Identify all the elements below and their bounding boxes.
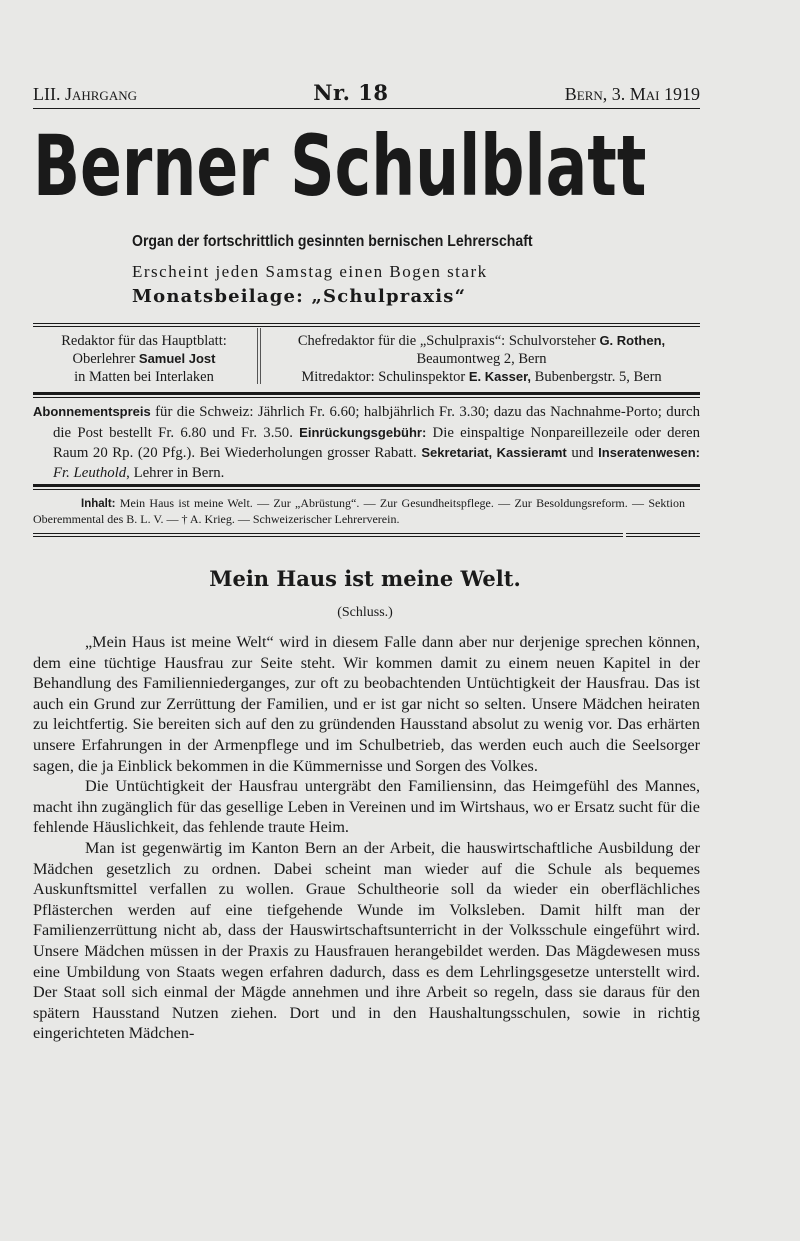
heavy-rule-2 xyxy=(33,484,700,487)
supplement-editors xyxy=(263,332,700,386)
article-body xyxy=(33,632,700,1044)
co-editor-address: Bubenbergstr. 5, Bern xyxy=(531,369,662,385)
place-date: Bern, 3. Mai 1919 xyxy=(564,84,700,104)
contents-list: Mein Haus ist meine Welt. — Zur „Abrüstung“. — Zur Gesundheitspflege. — Zur Besoldungsreform. — Sektion Oberemmental des B. L. V. — † A. Krieg. — Schweizerischer Lehrerverein. xyxy=(33,496,685,526)
editors-rule-top-2 xyxy=(33,326,700,327)
thin-rule-1 xyxy=(33,397,700,398)
contents-label: Inhalt: xyxy=(81,498,116,510)
issue-number: Nr. 18 xyxy=(313,80,389,105)
thin-rule-2 xyxy=(33,489,700,490)
frequency-line: Erscheint jeden Samstag einen Bogen stark xyxy=(132,262,488,281)
table-of-contents xyxy=(33,496,685,527)
article-paragraph: „Mein Haus ist meine Welt“ wird in diesem Falle dann aber nur derjenige sprechen können, dem eine tüchtige Hausfrau zur Seite steht. Wir kommen damit zu einem neuen Kapitel in der Behandlung des Familienniederganges, zur oft zu beobachtenden Untüchtigkeit der Hausfrau. Das ist auch ein Grund zur Zerrüttung der Familien, und er ist gar nicht so selten. Unsere Mädchen heiraten zu leichtfertig. Sie bereiten sich auf den zu gründenden Hausstand absolut zu wenig vor. Das erhärten unsere Erfahrungen in der Armenpflege und im Schulbetrieb, das werden euch auch die Seelsorger sagen, die ja Einblick bekommen in die Kümmernisse und Sorgen des Volkes. xyxy=(33,633,700,775)
co-editor-name: E. Kasser, xyxy=(468,369,532,384)
contact-role: , Lehrer in Bern. xyxy=(126,464,225,481)
organ-line: Organ der fortschrittlich gesinnten bernischen Lehrerschaft xyxy=(132,233,533,250)
volume-label: LII. Jahrgang xyxy=(33,84,137,104)
column-divider xyxy=(260,328,261,384)
main-editor-title: Oberlehrer xyxy=(72,351,139,367)
contact-name: Fr. Leuthold xyxy=(53,464,127,481)
contents-text xyxy=(33,496,685,527)
main-editor-role: Redaktor für das Hauptblatt: xyxy=(61,333,227,349)
subscription-price-label: Abonnementspreis xyxy=(33,404,151,419)
contents-rule-2 xyxy=(33,536,623,537)
column-divider xyxy=(257,328,258,384)
chief-editor-role: Chefredaktor für die „Schulpraxis“: Schulvorsteher xyxy=(297,333,600,349)
newspaper-title: Berner Schulblatt xyxy=(33,117,647,215)
supplement-line: Monatsbeilage: „Schulpraxis“ xyxy=(132,286,467,307)
insertion-fee-label: Einrückungsgebühr: xyxy=(299,424,427,440)
conjunction: und xyxy=(566,445,599,461)
contents-rule-3 xyxy=(626,533,700,534)
editors-rule-top-1 xyxy=(33,323,700,324)
contents-rule-1 xyxy=(33,533,623,534)
subscription-info xyxy=(33,402,700,483)
co-editor-role: Mitredaktor: Schulinspektor xyxy=(301,369,469,385)
insertion-fee-text: Die einspaltige Nonpareillezeile oder deren Raum 20 Rp. (20 Pfg.). Bei Wiederholungen grosser Rabatt. xyxy=(53,424,700,461)
main-editor-name-line xyxy=(33,350,255,368)
chief-editor-line xyxy=(263,332,700,350)
chief-editor-name: G. Rothen, xyxy=(599,333,666,348)
article-subtitle: (Schluss.) xyxy=(337,605,393,620)
subscription-price-text: für die Schweiz: Jährlich Fr. 6.60; halbjährlich Fr. 3.30; dazu das Nachnahme-Porto; durch die Post bestellt Fr. 6.80 und Fr. 3.50. xyxy=(53,404,700,441)
contents-rule-4 xyxy=(626,536,700,537)
main-editor-location: in Matten bei Interlaken xyxy=(74,369,214,385)
top-rule xyxy=(33,108,700,109)
article-title: Mein Haus ist meine Welt. xyxy=(209,566,521,591)
editors-block xyxy=(33,332,700,386)
chief-editor-address: Beaumontweg 2, Bern xyxy=(416,351,547,367)
main-editor-name: Samuel Jost xyxy=(138,351,216,366)
co-editor-line xyxy=(263,368,700,386)
main-editor xyxy=(33,332,255,386)
heavy-rule-1 xyxy=(33,392,700,395)
masthead-info-line xyxy=(33,80,700,104)
secretariat-label: Sekretariat, Kassieramt xyxy=(421,445,567,460)
advertising-label: Inseratenwesen: xyxy=(598,445,701,460)
article-paragraph: Man ist gegenwärtig im Kanton Bern an der Arbeit, die hauswirtschaftliche Ausbildung der Mädchen gesetzlich zu ordnen. Dabei scheint man wieder auf die Schule als bequemes Auskunftsmittel verfallen zu wollen. Graue Schultheorie soll da wieder ein oberflächliches Pflästerchen werden auf eine tiefgehende Wunde im Volksleben. Damit hilft man der Familienzerrüttung nicht ab, dass der Hauswirtschaftsunterricht in der Volksschule eingeführt wird. Unsere Mädchen müssen in der Praxis zu Hausfrauen herangebildet werden. Das Mägdewesen muss eine Umbildung von Staats wegen erfahren dadurch, dass es dem Lehrlingsgesetze unterstellt wird. Der Staat soll sich einmal der Mägde annehmen und ihre Arbeit so regeln, dass sie daraus für den spätern Hausstand Nutzen ziehen. Dort und in den Haushaltungsschulen, sowie in richtig eingerichteten Mädchen- xyxy=(33,838,700,1043)
article-paragraph: Die Untüchtigkeit der Hausfrau untergräbt den Familiensinn, das Heimgefühl des Mannes, macht ihn zugänglich für das gesellige Leben in Vereinen und im Wirtshaus, wo er Ersatz sucht für die fehlende Häuslichkeit, das fehlende traute Heim. xyxy=(33,777,700,837)
subscription-paragraph xyxy=(33,402,700,483)
